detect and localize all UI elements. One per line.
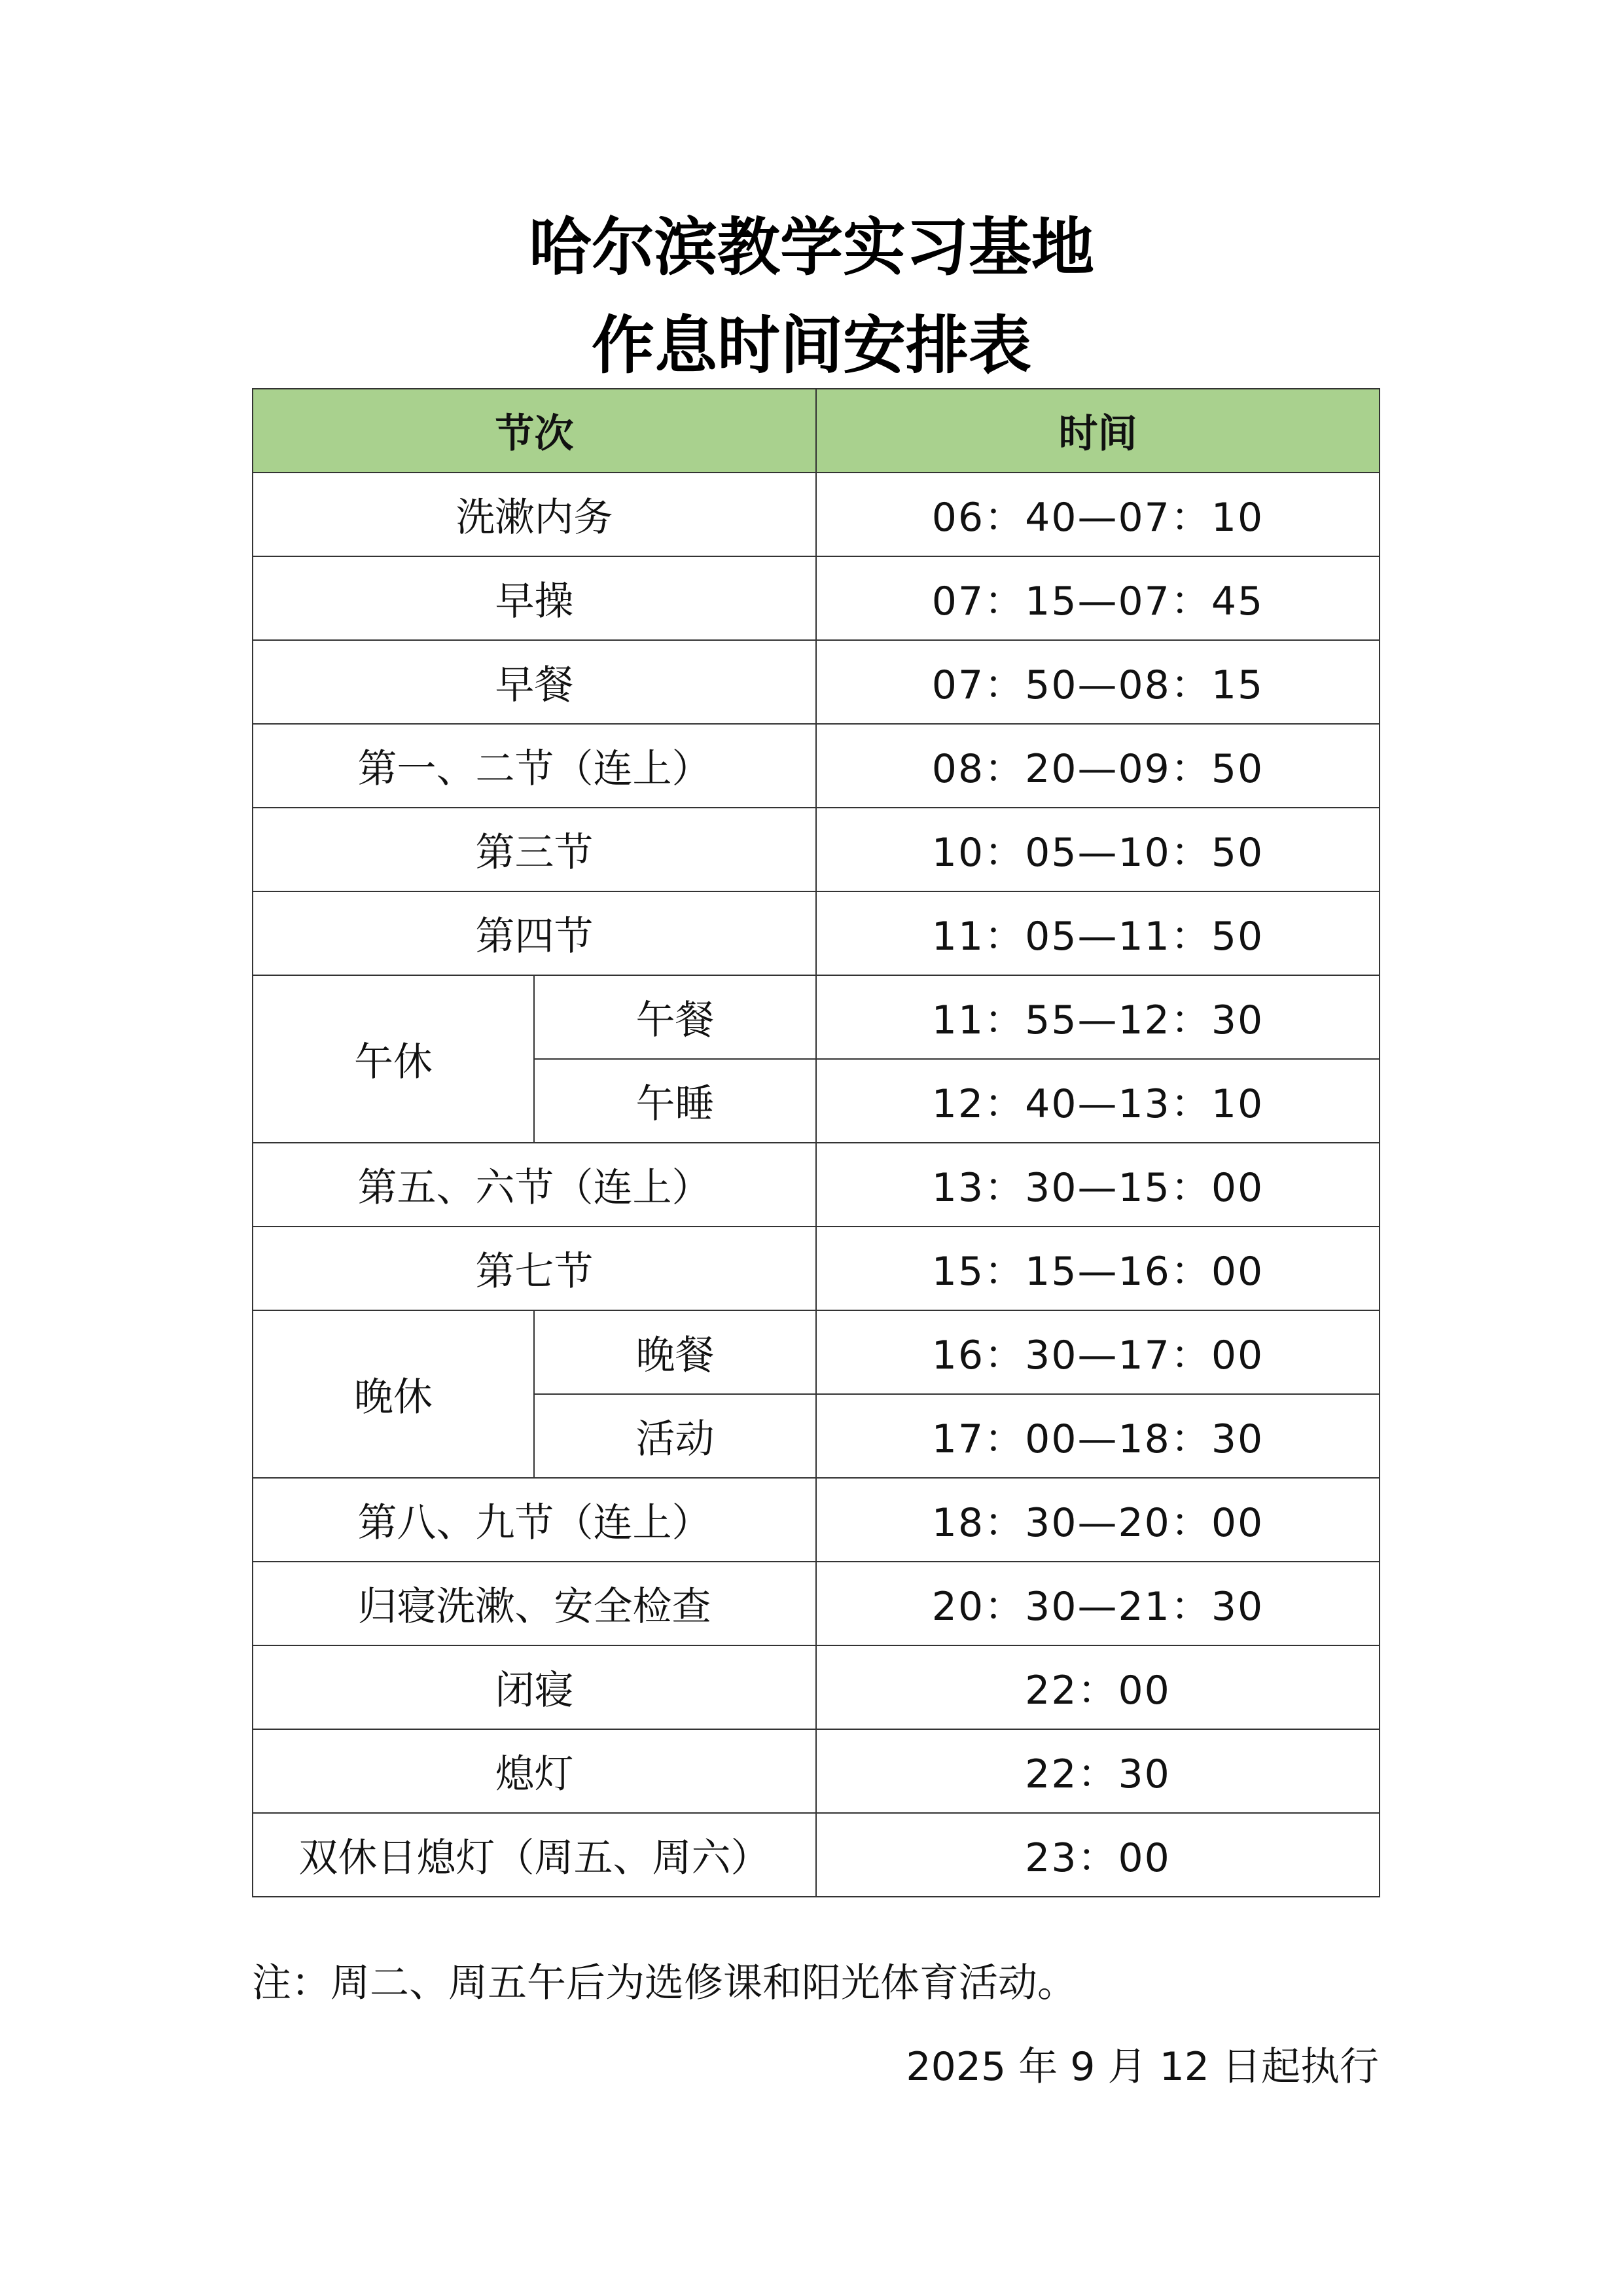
schedule-table xyxy=(252,388,1380,1897)
time-cell: 17：00—18：30 xyxy=(816,1394,1380,1478)
table-row xyxy=(253,1227,1380,1310)
table-row xyxy=(253,1813,1380,1897)
table-row xyxy=(253,724,1380,808)
document-title-line-2: 作息时间安排表 xyxy=(592,308,1031,382)
table-row xyxy=(253,1562,1380,1645)
table-row xyxy=(253,473,1380,556)
session-cell: 早餐 xyxy=(253,640,816,724)
time-cell: 15：15—16：00 xyxy=(816,1227,1380,1310)
session-cell: 双休日熄灯（周五、周六） xyxy=(253,1813,816,1897)
session-cell: 熄灯 xyxy=(253,1729,816,1813)
sub-session-cell: 午餐 xyxy=(534,975,816,1059)
time-cell: 08：20—09：50 xyxy=(816,724,1380,808)
session-cell: 闭寝 xyxy=(253,1645,816,1729)
sub-session-cell: 活动 xyxy=(534,1394,816,1478)
effective-date: 2025 年 9 月 12 日起执行 xyxy=(906,2044,1379,2090)
time-cell: 11：05—11：50 xyxy=(816,891,1380,975)
time-cell: 07：50—08：15 xyxy=(816,640,1380,724)
table-row xyxy=(253,1645,1380,1729)
session-cell: 洗漱内务 xyxy=(253,473,816,556)
sub-session-cell: 晚餐 xyxy=(534,1310,816,1394)
time-cell: 22：30 xyxy=(816,1729,1380,1813)
table-row xyxy=(253,1478,1380,1562)
header-time: 时间 xyxy=(816,389,1380,473)
time-cell: 13：30—15：00 xyxy=(816,1143,1380,1227)
header-session: 节次 xyxy=(253,389,816,473)
table-row xyxy=(253,1729,1380,1813)
time-cell: 22：00 xyxy=(816,1645,1380,1729)
session-cell: 第四节 xyxy=(253,891,816,975)
table-row xyxy=(253,891,1380,975)
session-cell: 第三节 xyxy=(253,808,816,891)
footnote: 注：周二、周五午后为选修课和阳光体育活动。 xyxy=(252,1960,1077,2006)
table-header-row xyxy=(253,389,1380,473)
group-cell-noon-break: 午休 xyxy=(253,975,534,1143)
table-row xyxy=(253,1143,1380,1227)
document-title-line-1: 哈尔滨教学实习基地 xyxy=(529,210,1094,284)
time-cell: 07：15—07：45 xyxy=(816,556,1380,640)
time-cell: 12：40—13：10 xyxy=(816,1059,1380,1143)
session-cell: 第七节 xyxy=(253,1227,816,1310)
time-cell: 20：30—21：30 xyxy=(816,1562,1380,1645)
time-cell: 11：55—12：30 xyxy=(816,975,1380,1059)
time-cell: 10：05—10：50 xyxy=(816,808,1380,891)
group-cell-evening-break: 晚休 xyxy=(253,1310,534,1478)
table-row xyxy=(253,808,1380,891)
time-cell: 16：30—17：00 xyxy=(816,1310,1380,1394)
time-cell: 23：00 xyxy=(816,1813,1380,1897)
table-row xyxy=(253,975,1380,1059)
session-cell: 第一、二节（连上） xyxy=(253,724,816,808)
sub-session-cell: 午睡 xyxy=(534,1059,816,1143)
table-row xyxy=(253,1310,1380,1394)
session-cell: 归寝洗漱、安全检查 xyxy=(253,1562,816,1645)
time-cell: 18：30—20：00 xyxy=(816,1478,1380,1562)
table-row xyxy=(253,556,1380,640)
session-cell: 早操 xyxy=(253,556,816,640)
time-cell: 06：40—07：10 xyxy=(816,473,1380,556)
session-cell: 第八、九节（连上） xyxy=(253,1478,816,1562)
session-cell: 第五、六节（连上） xyxy=(253,1143,816,1227)
table-row xyxy=(253,640,1380,724)
